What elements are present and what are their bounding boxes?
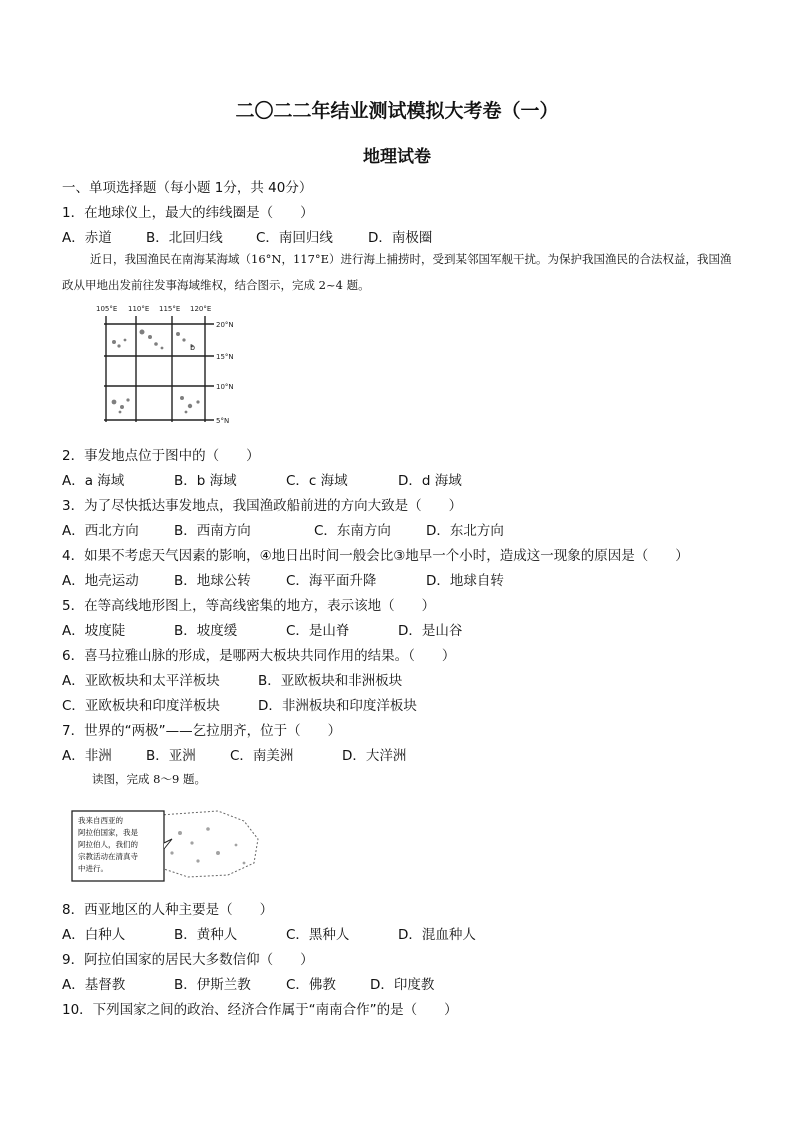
q4-option-c: C．海平面升降 bbox=[286, 573, 377, 589]
q1-option-d: D．南极圈 bbox=[368, 230, 433, 246]
q4-options bbox=[62, 569, 504, 589]
lat-15-label: 15°N bbox=[216, 353, 234, 361]
south-china-sea-grid-map bbox=[92, 302, 242, 427]
west-asia-figure bbox=[68, 803, 264, 887]
q9-option-d: D．印度教 bbox=[370, 977, 435, 993]
q5-option-c: C．是山脊 bbox=[286, 623, 350, 639]
q2-option-a: A．a 海域 bbox=[62, 473, 125, 489]
area-b-mark: b bbox=[190, 343, 196, 352]
q7-option-b: B．亚洲 bbox=[146, 748, 196, 764]
lon-105-label: 105°E bbox=[96, 305, 118, 313]
exam-subtitle: 地理试卷 bbox=[363, 147, 431, 167]
q6-stem: 6．喜马拉雅山脉的形成，是哪两大板块共同作用的结果。（ ） bbox=[62, 648, 456, 664]
q6-option-c: C．亚欧板块和印度洋板块 bbox=[62, 698, 220, 714]
q6-options-row2 bbox=[62, 694, 417, 714]
q7-option-c: C．南美洲 bbox=[230, 748, 294, 764]
q2-option-c: C．c 海域 bbox=[286, 473, 348, 489]
q9-option-c: C．佛教 bbox=[286, 977, 336, 993]
q8-option-c: C．黑种人 bbox=[286, 927, 350, 943]
q8-option-a: A．白种人 bbox=[62, 927, 126, 943]
q2-option-b: B．b 海域 bbox=[174, 473, 237, 489]
q7-option-d: D．大洋洲 bbox=[342, 748, 407, 764]
q3-option-d: D．东北方向 bbox=[426, 523, 504, 539]
q3-option-a: A．西北方向 bbox=[62, 523, 139, 539]
q5-stem: 5．在等高线地形图上，等高线密集的地方，表示该地（ ） bbox=[62, 598, 436, 614]
bubble-line-2: 阿拉伯国家，我是 bbox=[78, 828, 138, 837]
q3-option-c: C．东南方向 bbox=[314, 523, 391, 539]
q1-option-c: C．南回归线 bbox=[256, 230, 333, 246]
q4-option-b: B．地球公转 bbox=[174, 573, 251, 589]
q8-options bbox=[62, 923, 476, 943]
q9-option-b: B．伊斯兰教 bbox=[174, 977, 251, 993]
q4-stem: 4．如果不考虑天气因素的影响，④地日出时间一般会比③地早一个小时，造成这一现象的原因是（ ） bbox=[62, 548, 689, 564]
q1-stem: 1．在地球仪上，最大的纬线圈是（ ） bbox=[62, 205, 314, 221]
q9-option-a: A．基督教 bbox=[62, 977, 126, 993]
q6-option-b: B．亚欧板块和非洲板块 bbox=[258, 673, 403, 689]
q10-stem: 10．下列国家之间的政治、经济合作属于“南南合作”的是（ ） bbox=[62, 1002, 458, 1018]
q1-options bbox=[62, 226, 432, 246]
lon-120-label: 120°E bbox=[190, 305, 212, 313]
q5-option-d: D．是山谷 bbox=[398, 623, 463, 639]
passage-8-9: 读图，完成 8～9 题。 bbox=[92, 772, 206, 786]
q3-options bbox=[62, 519, 504, 539]
q3-option-b: B．西南方向 bbox=[174, 523, 251, 539]
passage-2-4: 近日，我国渔民在南海某海域（16°N，117°E）进行海上捕捞时，受到某邻国军舰干扰。为保护我国渔民的合法权益，我国渔政从甲地出发前往发事海域维权，结合图示，完成 2~4 题。 bbox=[62, 252, 732, 292]
q6-options-row1 bbox=[62, 669, 402, 689]
q2-option-d: D．d 海域 bbox=[398, 473, 462, 489]
section-heading: 一、单项选择题（每小题 1分，共 40分） bbox=[62, 180, 313, 196]
q7-stem: 7．世界的“两极”——乞拉朋齐，位于（ ） bbox=[62, 723, 342, 739]
q8-stem: 8．西亚地区的人种主要是（ ） bbox=[62, 902, 274, 918]
q7-option-a: A．非洲 bbox=[62, 748, 112, 764]
q4-option-a: A．地壳运动 bbox=[62, 573, 139, 589]
lat-20-label: 20°N bbox=[216, 321, 234, 329]
q8-option-b: B．黄种人 bbox=[174, 927, 238, 943]
q1-option-b: B．北回归线 bbox=[146, 230, 223, 246]
q5-option-a: A．坡度陡 bbox=[62, 623, 126, 639]
lon-115-label: 115°E bbox=[159, 305, 181, 313]
lon-110-label: 110°E bbox=[128, 305, 150, 313]
q9-options bbox=[62, 973, 434, 993]
q5-options bbox=[62, 619, 462, 639]
exam-title: 二〇二二年结业测试模拟大考卷（一） bbox=[235, 100, 559, 122]
q8-option-d: D．混血种人 bbox=[398, 927, 476, 943]
q2-stem: 2．事发地点位于图中的（ ） bbox=[62, 448, 260, 464]
bubble-line-1: 我来自西亚的 bbox=[78, 816, 123, 825]
bubble-line-5: 中进行。 bbox=[78, 864, 108, 873]
q3-stem: 3．为了尽快抵达事发地点，我国渔政船前进的方向大致是（ ） bbox=[62, 498, 463, 514]
q2-options bbox=[62, 469, 462, 489]
lat-5-label: 5°N bbox=[216, 417, 230, 425]
bubble-line-4: 宗教活动在清真寺 bbox=[78, 852, 138, 861]
q1-option-a: A．赤道 bbox=[62, 230, 112, 246]
lat-10-label: 10°N bbox=[216, 383, 234, 391]
q7-options bbox=[62, 744, 406, 764]
q6-option-d: D．非洲板块和印度洋板块 bbox=[258, 698, 417, 714]
q4-option-d: D．地球自转 bbox=[426, 573, 504, 589]
q9-stem: 9．阿拉伯国家的居民大多数信仰（ ） bbox=[62, 952, 314, 968]
q5-option-b: B．坡度缓 bbox=[174, 623, 238, 639]
q6-option-a: A．亚欧板块和太平洋板块 bbox=[62, 673, 220, 689]
bubble-line-3: 阿拉伯人，我们的 bbox=[78, 840, 138, 849]
